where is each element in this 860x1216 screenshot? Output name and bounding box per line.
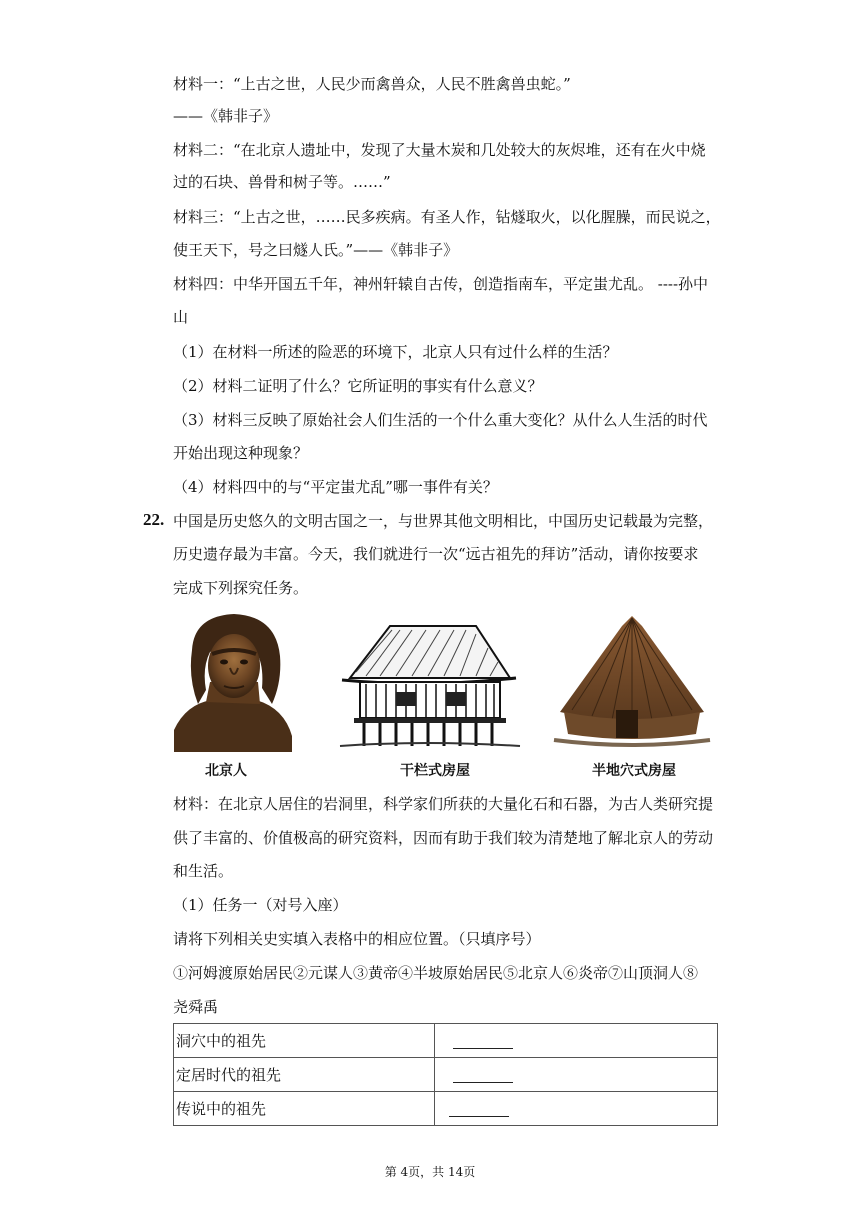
caption-semi-subterranean-house: 半地穴式房屋 — [592, 763, 676, 779]
material-2-line1: 材料二：“在北京人遗址中，发现了大量木炭和几处较大的灰烬堆，还有在火中烧 — [173, 141, 706, 159]
task-1-heading: （1）任务一（对号入座） — [173, 896, 348, 914]
stilt-house-image — [336, 622, 522, 750]
question-22-intro-line3: 完成下列探究任务。 — [173, 579, 309, 597]
answer-blank[interactable] — [453, 1034, 513, 1049]
page-footer: 第 4页，共 14页 — [384, 1165, 476, 1179]
answer-table — [173, 1023, 718, 1126]
options-line2: 尧舜禹 — [173, 998, 219, 1016]
question-22-intro-line1: 中国是历史悠久的文明古国之一，与世界其他文明相比，中国历史记载最为完整， — [173, 512, 714, 530]
material-1: 材料一：“上古之世，人民少而禽兽众，人民不胜禽兽虫蛇。” — [173, 75, 571, 93]
table-cell-label: 定居时代的祖先 — [174, 1058, 435, 1092]
q22-material-line3: 和生活。 — [173, 862, 234, 880]
answer-blank[interactable] — [453, 1068, 513, 1083]
question-21-3-line2: 开始出现这种现象？ — [173, 444, 309, 462]
question-22-number: 22. — [143, 510, 165, 529]
table-cell-label: 洞穴中的祖先 — [174, 1024, 435, 1058]
q22-material-line2: 供了丰富的、价值极高的研究资料，因而有助于我们较为清楚地了解北京人的劳动 — [173, 829, 714, 847]
question-21-3-line1: （3）材料三反映了原始社会人们生活的一个什么重大变化？从什么人生活的时代 — [173, 411, 708, 429]
material-4-line1: 材料四：中华开国五千年，神州轩辕自古传，创造指南车，平定蚩尤乱。 ----孙中 — [173, 275, 709, 293]
table-cell-answer[interactable] — [435, 1092, 718, 1126]
question-21-4: （4）材料四中的与“平定蚩尤乱”哪一事件有关？ — [173, 478, 498, 496]
semi-subterranean-house-image — [552, 612, 712, 750]
table-row — [174, 1092, 718, 1126]
material-1-source: ——《韩非子》 — [173, 107, 279, 125]
table-row — [174, 1058, 718, 1092]
table-row — [174, 1024, 718, 1058]
q22-material-line1: 材料：在北京人居住的岩洞里，科学家们所获的大量化石和石器，为古人类研究提 — [173, 795, 714, 813]
table-cell-answer[interactable] — [435, 1024, 718, 1058]
peking-man-image — [172, 612, 294, 752]
answer-blank[interactable] — [449, 1102, 509, 1117]
material-2-line2: 过的石块、兽骨和树子等。……” — [173, 173, 391, 191]
caption-stilt-house: 干栏式房屋 — [400, 763, 470, 779]
material-4-line2: 山 — [173, 308, 189, 326]
question-21-2: （2）材料二证明了什么？它所证明的事实有什么意义？ — [173, 377, 543, 395]
question-21-1: （1）在材料一所述的险恶的环境下，北京人只有过什么样的生活？ — [173, 343, 618, 361]
task-1-instruction: 请将下列相关史实填入表格中的相应位置。（只填序号） — [173, 930, 541, 948]
material-3-line2: 使王天下，号之曰燧人氏。”——《韩非子》 — [173, 241, 459, 259]
question-22-intro-line2: 历史遗存最为丰富。今天，我们就进行一次“远古祖先的拜访”活动，请你按要求 — [173, 545, 699, 563]
material-3-line1: 材料三：“上古之世，……民多疾病。有圣人作，钻燧取火，以化腥臊，而民说之， — [173, 208, 721, 226]
options-line1: ①河姆渡原始居民②元谋人③黄帝④半坡原始居民⑤北京人⑥炎帝⑦山顶洞人⑧ — [173, 964, 699, 982]
table-cell-label: 传说中的祖先 — [174, 1092, 435, 1126]
caption-peking-man: 北京人 — [205, 763, 247, 779]
table-cell-answer[interactable] — [435, 1058, 718, 1092]
